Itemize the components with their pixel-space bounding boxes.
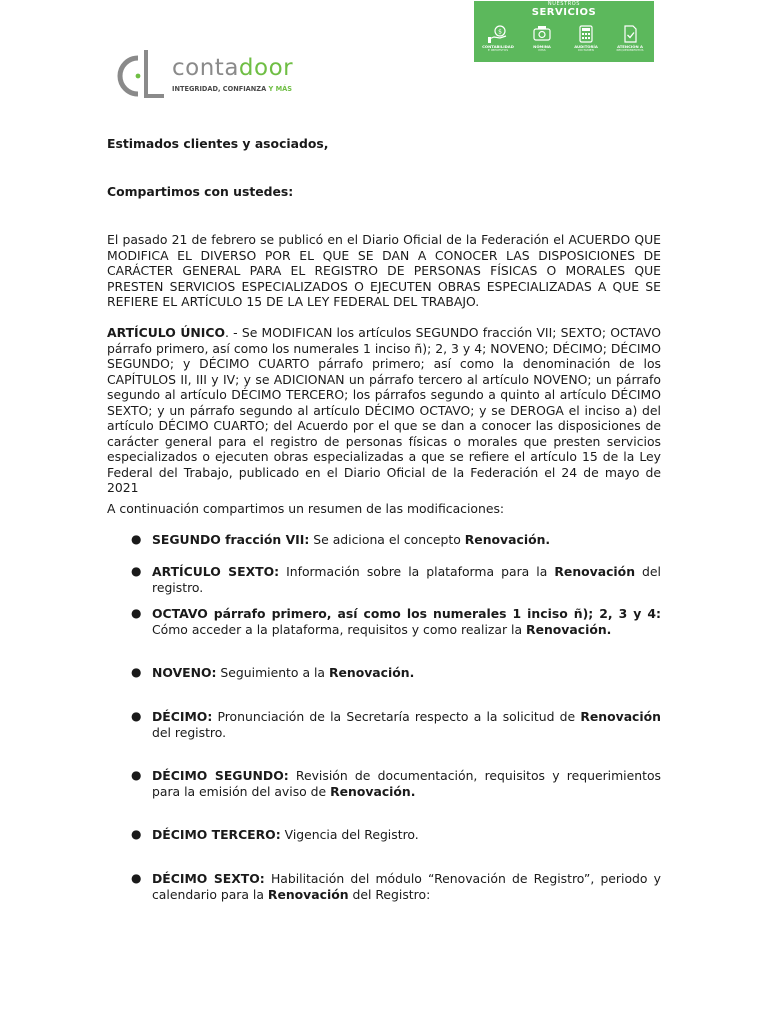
company-logo — [108, 50, 293, 102]
bullet-icon: ● — [131, 768, 142, 782]
money-hand-icon — [488, 25, 508, 43]
bullet-icon: ● — [131, 709, 142, 723]
articulo-label: ARTÍCULO ÚNICO — [107, 325, 226, 340]
summary-intro: A continuación compartimos un resumen de las modificaciones: — [107, 501, 505, 516]
bullet-icon: ● — [131, 665, 142, 679]
logo-tagline: INTEGRIDAD, CONFIANZA Y MÁS — [172, 85, 292, 93]
bullet-icon: ● — [131, 827, 142, 841]
service-item: AUDITORÍA DICTAMEN — [564, 25, 608, 53]
bullet-icon: ● — [131, 564, 142, 578]
share-heading: Compartimos con ustedes: — [107, 184, 294, 199]
services-banner — [474, 1, 654, 62]
greeting: Estimados clientes y asociados, — [107, 136, 329, 151]
banner-kicker: NUESTROS — [547, 1, 581, 7]
cash-register-icon — [532, 25, 552, 43]
bullet-icon: ● — [131, 532, 142, 546]
service-item: $ CONTABILIDAD E IMPUESTOS — [476, 25, 520, 53]
logo-brand-name: contadoor — [172, 55, 294, 81]
banner-title: SERVICIOS — [531, 7, 597, 18]
service-item: NÓMINA IMSS — [520, 25, 564, 53]
logo-mark-icon — [108, 50, 168, 102]
articulo-text: . - Se MODIFICAN los artículos SEGUNDO fracción VII; SEXTO; OCTAVO párrafo primero, así como los numerales 1 inciso ñ); 2, 3 y 4; NOVENO; DÉCIMO; DÉCIMO SEGUNDO; y DÉCIMO CUARTO párrafo primero; así como la denominación de los CAPÍTULOS II, III y IV; y se ADICIONAN un párrafo tercero al artículo NOVENO; un párrafo segundo al artículo DÉCIMO TERCERO; los párrafos segundo a quinto al artículo DÉCIMO SEXTO; y un párrafo segundo al artículo DÉCIMO OCTAVO; y se DEROGA el inciso a) del artículo DÉCIMO CUARTO; del Acuerdo por el que se dan a conocer las disposiciones de carácter general para el registro de personas físicas o morales que presten servicios especializados o ejecuten obras especializadas a que se refiere el artículo 15 de la Ley Federal del Trabajo, publicado en el Diario Oficial de la Federación el 24 de mayo de 2021 — [107, 325, 661, 495]
document-check-icon — [620, 25, 640, 43]
articulo-paragraph — [107, 325, 661, 496]
service-item: ATENCIÓN A REQUERIMIENTOS — [608, 25, 652, 53]
calculator-icon — [576, 25, 596, 43]
bullet-icon: ● — [131, 871, 142, 885]
bullet-icon: ● — [131, 606, 142, 620]
intro-paragraph: El pasado 21 de febrero se publicó en el Diario Oficial de la Federación el ACUERDO QUE MODIFICA EL DIVERSO POR EL QUE SE DAN A CONOCER LAS DISPOSICIONES DE CARÁCTER GENERAL PARA EL REGISTRO DE PERSONAS FÍSICAS O MORALES QUE PRESTEN SERVICIOS ESPECIALIZADOS O EJECUTEN OBRAS ESPECIALIZADAS A QUE SE REFIERE EL ARTÍCULO 15 DE LA LEY FEDERAL DEL TRABAJO. — [107, 232, 661, 309]
svg-text:$: $ — [498, 28, 502, 36]
